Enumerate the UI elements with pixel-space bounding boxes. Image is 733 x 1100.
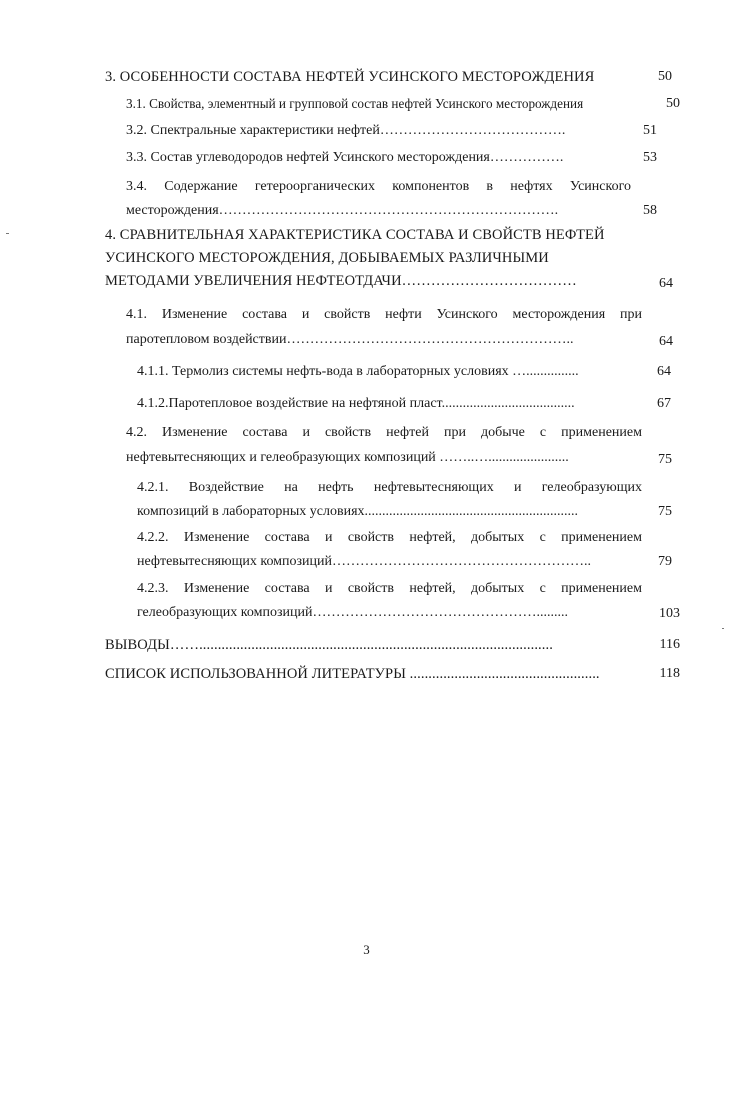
toc-entry-4[interactable] bbox=[105, 224, 640, 292]
toc-entry-title: 4.1.2.Паротепловое воздействие на нефтяной пласт...................................... bbox=[137, 396, 575, 411]
toc-entry-4-1-2[interactable] bbox=[137, 393, 607, 415]
toc-page-number: 51 bbox=[643, 123, 657, 138]
toc-entry-title: 3.2. Спектральные характеристики нефтей…………………………………. bbox=[126, 123, 566, 138]
toc-entry-conclusions[interactable] bbox=[105, 634, 617, 656]
toc-page-number: 79 bbox=[658, 554, 672, 569]
toc-entry-title-line2: УСИНСКОГО МЕСТОРОЖДЕНИЯ, ДОБЫВАЕМЫХ РАЗЛИЧНЫМИ bbox=[105, 250, 549, 266]
toc-entry-3[interactable] bbox=[105, 66, 615, 88]
toc-page-number: 64 bbox=[659, 334, 673, 349]
toc-entry-title: СПИСОК ИСПОЛЬЗОВАННОЙ ЛИТЕРАТУРЫ ................................................... bbox=[105, 666, 600, 682]
toc-entry-title-line1: 3.4. Содержание гетероорганических компонентов в нефтях Усинского bbox=[126, 179, 631, 194]
toc-page-number: 64 bbox=[657, 364, 671, 379]
toc-entry-title: 4.1.1. Термолиз системы нефть-вода в лабораторных условиях …............... bbox=[137, 364, 579, 379]
scan-speck bbox=[6, 233, 9, 234]
toc-entry-3-4[interactable] bbox=[126, 176, 631, 222]
toc-page-number: 64 bbox=[659, 276, 673, 291]
toc-entry-title-line3: МЕТОДАМИ УВЕЛИЧЕНИЯ НЕФТЕОТДАЧИ……………………………… bbox=[105, 273, 577, 289]
toc-entry-title-line1: 4.2.2. Изменение состава и свойств нефтей, добытых с применением bbox=[137, 530, 642, 545]
toc-page-number: 118 bbox=[659, 666, 680, 681]
toc-page-number: 50 bbox=[658, 69, 672, 84]
toc-entry-4-2[interactable] bbox=[126, 422, 642, 469]
toc-entry-title-line1: 4.1. Изменение состава и свойств нефти Усинского месторождения при bbox=[126, 307, 642, 322]
toc-page-number: 75 bbox=[658, 452, 672, 467]
toc-entry-title: 3. ОСОБЕННОСТИ СОСТАВА НЕФТЕЙ УСИНСКОГО МЕСТОРОЖДЕНИЯ bbox=[105, 69, 595, 85]
toc-entry-title-line2: гелеобразующих композиций…………………………………………......... bbox=[137, 605, 568, 620]
toc-entry-title: 3.3. Состав углеводородов нефтей Усинского месторождения……………. bbox=[126, 150, 564, 165]
toc-entry-title-line2: композиций в лабораторных условиях............................................................. bbox=[137, 504, 579, 519]
toc-page-number: 75 bbox=[658, 504, 672, 519]
toc-page-number: 116 bbox=[659, 637, 680, 652]
scan-speck bbox=[722, 628, 724, 629]
toc-entry-title-line2: нефтевытесняющих и гелеобразующих композиций ……..…....................... bbox=[126, 450, 569, 465]
toc-entry-4-2-1[interactable] bbox=[137, 477, 642, 523]
toc-entry-3-1[interactable] bbox=[126, 93, 646, 115]
toc-entry-title-line2: месторождения………………………………………………………………. bbox=[126, 203, 559, 218]
toc-entry-title-line1: 4.2.3. Изменение состава и свойств нефтей, добытых с применением bbox=[137, 581, 642, 596]
toc-entry-title: 3.1. Свойства, элементный и групповой состав нефтей Усинского месторождения bbox=[126, 96, 584, 111]
toc-page-number: 67 bbox=[657, 396, 671, 411]
toc-entry-title-line1: 4. СРАВНИТЕЛЬНАЯ ХАРАКТЕРИСТИКА СОСТАВА И СВОЙСТВ НЕФТЕЙ bbox=[105, 227, 605, 243]
toc-page-number: 50 bbox=[666, 96, 680, 111]
toc-entry-4-1-1[interactable] bbox=[137, 361, 607, 383]
toc-entry-4-1[interactable] bbox=[126, 304, 642, 351]
toc-page-number: 103 bbox=[659, 606, 680, 621]
toc-entry-references[interactable] bbox=[105, 663, 617, 685]
toc-entry-title-line2: паротепловом воздействии…………………………………………………….. bbox=[126, 332, 574, 347]
toc-page-number: 58 bbox=[643, 203, 657, 218]
toc-entry-4-2-2[interactable] bbox=[137, 527, 642, 573]
toc-entry-4-2-3[interactable] bbox=[137, 578, 642, 624]
toc-entry-title-line1: 4.2.1. Воздействие на нефть нефтевытесняющих и гелеобразующих bbox=[137, 480, 642, 495]
toc-entry-title-line2: нефтевытесняющих композиций……………………………………………….. bbox=[137, 554, 592, 569]
page-number: 3 bbox=[363, 942, 370, 957]
toc-entry-3-2[interactable] bbox=[126, 120, 606, 142]
toc-page-number: 53 bbox=[643, 150, 657, 165]
toc-entry-title-line1: 4.2. Изменение состава и свойств нефтей при добыче с применением bbox=[126, 425, 642, 440]
toc-entry-3-3[interactable] bbox=[126, 147, 606, 169]
toc-entry-title: ВЫВОДЫ……............................................................................................... bbox=[105, 637, 553, 653]
